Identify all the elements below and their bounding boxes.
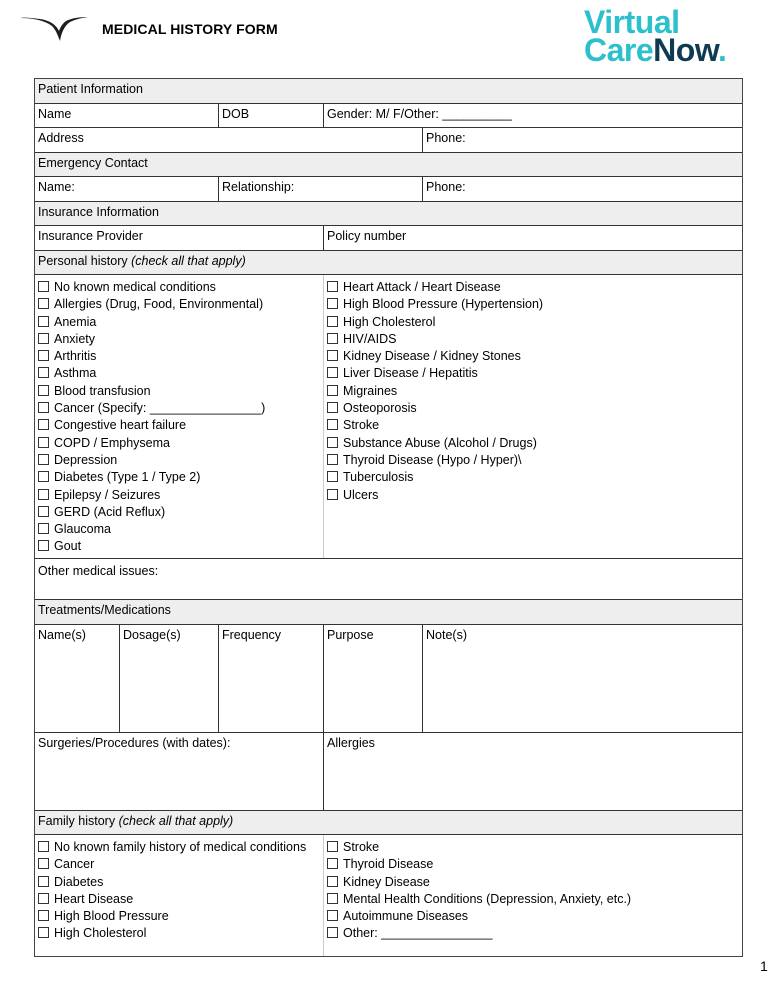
checkbox-icon[interactable]	[327, 385, 338, 396]
family-history-right-column	[324, 835, 742, 956]
item-label: Stroke	[343, 418, 380, 433]
checkbox-icon[interactable]	[38, 367, 49, 378]
medical-history-table	[34, 78, 743, 957]
item-label: Anemia	[54, 314, 97, 329]
item-label: Mental Health Conditions (Depression, Anxiety, etc.)	[343, 891, 632, 906]
personal-history-item[interactable]	[327, 452, 739, 469]
brand-dot: .	[718, 32, 727, 68]
checkbox-icon[interactable]	[327, 333, 338, 344]
checkbox-icon[interactable]	[38, 316, 49, 327]
item-label: Arthritis	[54, 349, 97, 364]
checkbox-icon[interactable]	[327, 910, 338, 921]
bird-logo-icon	[18, 14, 90, 42]
item-label: Substance Abuse (Alcohol / Drugs)	[343, 435, 537, 450]
checkbox-icon[interactable]	[327, 402, 338, 413]
family-history-item[interactable]	[38, 856, 320, 873]
patient-dob-field[interactable]: DOB	[219, 104, 324, 128]
brand-now: Now	[653, 32, 719, 68]
brand-line-1: Virtual	[584, 4, 680, 40]
checkbox-icon[interactable]	[327, 367, 338, 378]
checkbox-icon[interactable]	[38, 876, 49, 887]
checkbox-icon[interactable]	[327, 858, 338, 869]
item-label: High Blood Pressure (Hypertension)	[343, 297, 544, 312]
family-history-item[interactable]	[327, 874, 739, 891]
item-label: Cancer (Specify: ________________)	[54, 401, 266, 416]
checkbox-icon[interactable]	[327, 927, 338, 938]
emergency-name-field[interactable]: Name:	[35, 177, 219, 201]
checkbox-icon[interactable]	[38, 333, 49, 344]
personal-history-item[interactable]	[38, 279, 320, 296]
policy-number-field[interactable]: Policy number	[327, 229, 407, 243]
checkbox-icon[interactable]	[38, 489, 49, 500]
personal-history-item[interactable]	[38, 400, 320, 417]
item-label: HIV/AIDS	[343, 331, 397, 346]
item-label: Other: ________________	[343, 926, 493, 941]
personal-history-item[interactable]	[327, 296, 739, 313]
item-label: Thyroid Disease (Hypo / Hyper)\	[343, 452, 522, 467]
personal-history-checklist	[35, 275, 742, 559]
personal-history-item[interactable]	[38, 296, 320, 313]
page-number: 1	[760, 958, 768, 974]
checkbox-icon[interactable]	[327, 316, 338, 327]
personal-history-item[interactable]	[327, 365, 739, 382]
item-label: Diabetes	[54, 874, 104, 889]
item-label: Kidney Disease	[343, 874, 430, 889]
item-label: No known family history of medical conditions	[54, 840, 307, 854]
patient-name-field[interactable]: Name	[35, 104, 219, 128]
family-history-item[interactable]	[327, 856, 739, 873]
checkbox-icon[interactable]	[38, 385, 49, 396]
item-label: Diabetes (Type 1 / Type 2)	[54, 470, 201, 485]
personal-history-item[interactable]	[38, 348, 320, 365]
checkbox-icon[interactable]	[327, 876, 338, 887]
insurance-row	[35, 226, 742, 251]
personal-history-item[interactable]	[38, 521, 320, 538]
personal-history-item[interactable]	[38, 469, 320, 486]
personal-history-item[interactable]	[38, 314, 320, 331]
checkbox-icon[interactable]	[327, 281, 338, 292]
checkbox-icon[interactable]	[327, 350, 338, 361]
checkbox-icon[interactable]	[327, 841, 338, 852]
item-label: No known medical conditions	[54, 280, 216, 294]
checkbox-icon[interactable]	[327, 489, 338, 500]
emergency-relationship-field[interactable]: Relationship:	[219, 177, 423, 201]
item-label: COPD / Emphysema	[54, 435, 171, 450]
medication-name-field[interactable]: Name(s)	[35, 625, 120, 732]
surgeries-field[interactable]: Surgeries/Procedures (with dates):	[35, 733, 324, 810]
surgeries-allergies-row	[35, 733, 742, 811]
allergies-field[interactable]: Allergies	[327, 735, 375, 750]
family-history-heading	[35, 811, 742, 835]
item-label: Epilepsy / Seizures	[54, 487, 161, 502]
emergency-row	[35, 177, 742, 202]
item-label: GERD (Acid Reflux)	[54, 504, 166, 519]
patient-row-1	[35, 104, 742, 129]
personal-history-title: Personal history	[38, 253, 128, 268]
checkbox-icon[interactable]	[38, 858, 49, 869]
insurance-heading: Insurance Information	[38, 204, 159, 219]
item-label: Tuberculosis	[343, 470, 414, 485]
item-label: Asthma	[54, 366, 97, 381]
section-header-insurance	[35, 202, 742, 227]
checkbox-icon[interactable]	[38, 910, 49, 921]
other-medical-issues-field[interactable]: Other medical issues:	[38, 564, 159, 578]
checkbox-icon[interactable]	[38, 350, 49, 361]
checkbox-icon[interactable]	[38, 298, 49, 309]
family-history-item[interactable]	[38, 891, 320, 908]
checkbox-icon[interactable]	[38, 506, 49, 517]
family-history-item[interactable]	[327, 839, 739, 856]
item-label: Congestive heart failure	[54, 418, 187, 433]
medication-dosage-field[interactable]: Dosage(s)	[120, 625, 219, 732]
personal-history-item[interactable]	[327, 469, 739, 486]
family-history-item[interactable]	[38, 925, 320, 942]
emergency-phone-field[interactable]: Phone:	[426, 180, 466, 194]
item-label: Thyroid Disease	[343, 857, 434, 872]
family-history-item[interactable]	[327, 908, 739, 925]
personal-history-item[interactable]	[327, 383, 739, 400]
personal-history-item[interactable]	[38, 435, 320, 452]
patient-info-heading: Patient Information	[38, 82, 143, 96]
patient-phone-field[interactable]: Phone:	[426, 131, 466, 145]
section-header-treatments	[35, 600, 742, 625]
treatments-heading: Treatments/Medications	[38, 603, 171, 617]
item-label: Depression	[54, 452, 118, 467]
item-label: Kidney Disease / Kidney Stones	[343, 349, 521, 364]
personal-history-item[interactable]	[38, 538, 320, 555]
patient-row-2	[35, 128, 742, 153]
checkbox-icon[interactable]	[38, 523, 49, 534]
personal-history-left-column	[35, 275, 324, 558]
item-label: Ulcers	[343, 487, 379, 502]
item-label: Stroke	[343, 840, 380, 854]
family-history-checklist	[35, 835, 742, 956]
item-label: High Cholesterol	[343, 314, 436, 329]
checkbox-icon[interactable]	[38, 281, 49, 292]
checkbox-icon[interactable]	[327, 471, 338, 482]
personal-history-item[interactable]	[327, 348, 739, 365]
personal-history-item[interactable]	[38, 452, 320, 469]
other-medical-issues-row	[35, 559, 742, 600]
medication-notes-field[interactable]: Note(s)	[426, 627, 467, 642]
checkbox-icon[interactable]	[327, 298, 338, 309]
checkbox-icon[interactable]	[38, 437, 49, 448]
personal-history-note: (check all that apply)	[131, 253, 246, 268]
item-label: High Blood Pressure	[54, 909, 169, 924]
brand-care: Care	[584, 32, 654, 68]
patient-gender-field[interactable]: Gender: M/ F/Other: __________	[327, 106, 512, 121]
treatments-row	[35, 625, 742, 733]
item-label: Allergies (Drug, Food, Environmental)	[54, 297, 264, 312]
checkbox-icon[interactable]	[38, 540, 49, 551]
personal-history-heading	[35, 251, 742, 275]
item-label: Liver Disease / Hepatitis	[343, 366, 478, 381]
item-label: Migraines	[343, 383, 398, 398]
personal-history-item[interactable]	[327, 400, 739, 417]
checkbox-icon[interactable]	[38, 402, 49, 413]
item-label: Glaucoma	[54, 522, 111, 537]
personal-history-item[interactable]	[38, 383, 320, 400]
section-header-family-history	[35, 811, 742, 836]
item-label: Cancer	[54, 857, 95, 872]
personal-history-item[interactable]	[38, 331, 320, 348]
personal-history-item[interactable]	[327, 487, 739, 504]
section-header-personal-history	[35, 251, 742, 276]
personal-history-item[interactable]	[38, 487, 320, 504]
form-title: MEDICAL HISTORY FORM	[102, 21, 278, 37]
family-history-item[interactable]	[327, 891, 739, 908]
personal-history-item[interactable]	[327, 331, 739, 348]
family-history-item[interactable]	[38, 908, 320, 925]
item-label: Heart Attack / Heart Disease	[343, 280, 501, 294]
family-history-left-column	[35, 835, 324, 956]
checkbox-icon[interactable]	[38, 471, 49, 482]
checkbox-icon[interactable]	[327, 893, 338, 904]
personal-history-item[interactable]	[327, 435, 739, 452]
personal-history-item[interactable]	[327, 279, 739, 296]
family-history-item[interactable]	[327, 925, 739, 942]
patient-address-field[interactable]: Address	[35, 128, 423, 152]
brand-logo	[584, 4, 727, 68]
item-label: Osteoporosis	[343, 401, 417, 416]
personal-history-item[interactable]	[38, 504, 320, 521]
item-label: Autoimmune Diseases	[343, 909, 469, 924]
checkbox-icon[interactable]	[327, 419, 338, 430]
item-label: High Cholesterol	[54, 926, 147, 941]
personal-history-right-column	[324, 275, 742, 558]
emergency-heading: Emergency Contact	[38, 155, 148, 170]
personal-history-item[interactable]	[38, 417, 320, 434]
personal-history-item[interactable]	[327, 314, 739, 331]
insurance-provider-field[interactable]: Insurance Provider	[35, 226, 324, 250]
checkbox-icon[interactable]	[38, 927, 49, 938]
checkbox-icon[interactable]	[327, 437, 338, 448]
item-label: Anxiety	[54, 331, 95, 346]
item-label: Heart Disease	[54, 891, 134, 906]
checkbox-icon[interactable]	[38, 893, 49, 904]
item-label: Blood transfusion	[54, 383, 151, 398]
family-history-note: (check all that apply)	[118, 813, 234, 828]
section-header-emergency	[35, 153, 742, 178]
checkbox-icon[interactable]	[38, 841, 49, 852]
personal-history-item[interactable]	[38, 365, 320, 382]
medication-purpose-field[interactable]: Purpose	[324, 625, 423, 732]
checkbox-icon[interactable]	[38, 454, 49, 465]
family-history-item[interactable]	[38, 874, 320, 891]
item-label: Gout	[54, 539, 82, 554]
checkbox-icon[interactable]	[327, 454, 338, 465]
family-history-title: Family history	[38, 813, 116, 828]
checkbox-icon[interactable]	[38, 419, 49, 430]
family-history-item[interactable]	[38, 839, 320, 856]
section-header-patient	[35, 79, 742, 104]
personal-history-item[interactable]	[327, 417, 739, 434]
medication-frequency-field[interactable]: Frequency	[219, 625, 324, 732]
